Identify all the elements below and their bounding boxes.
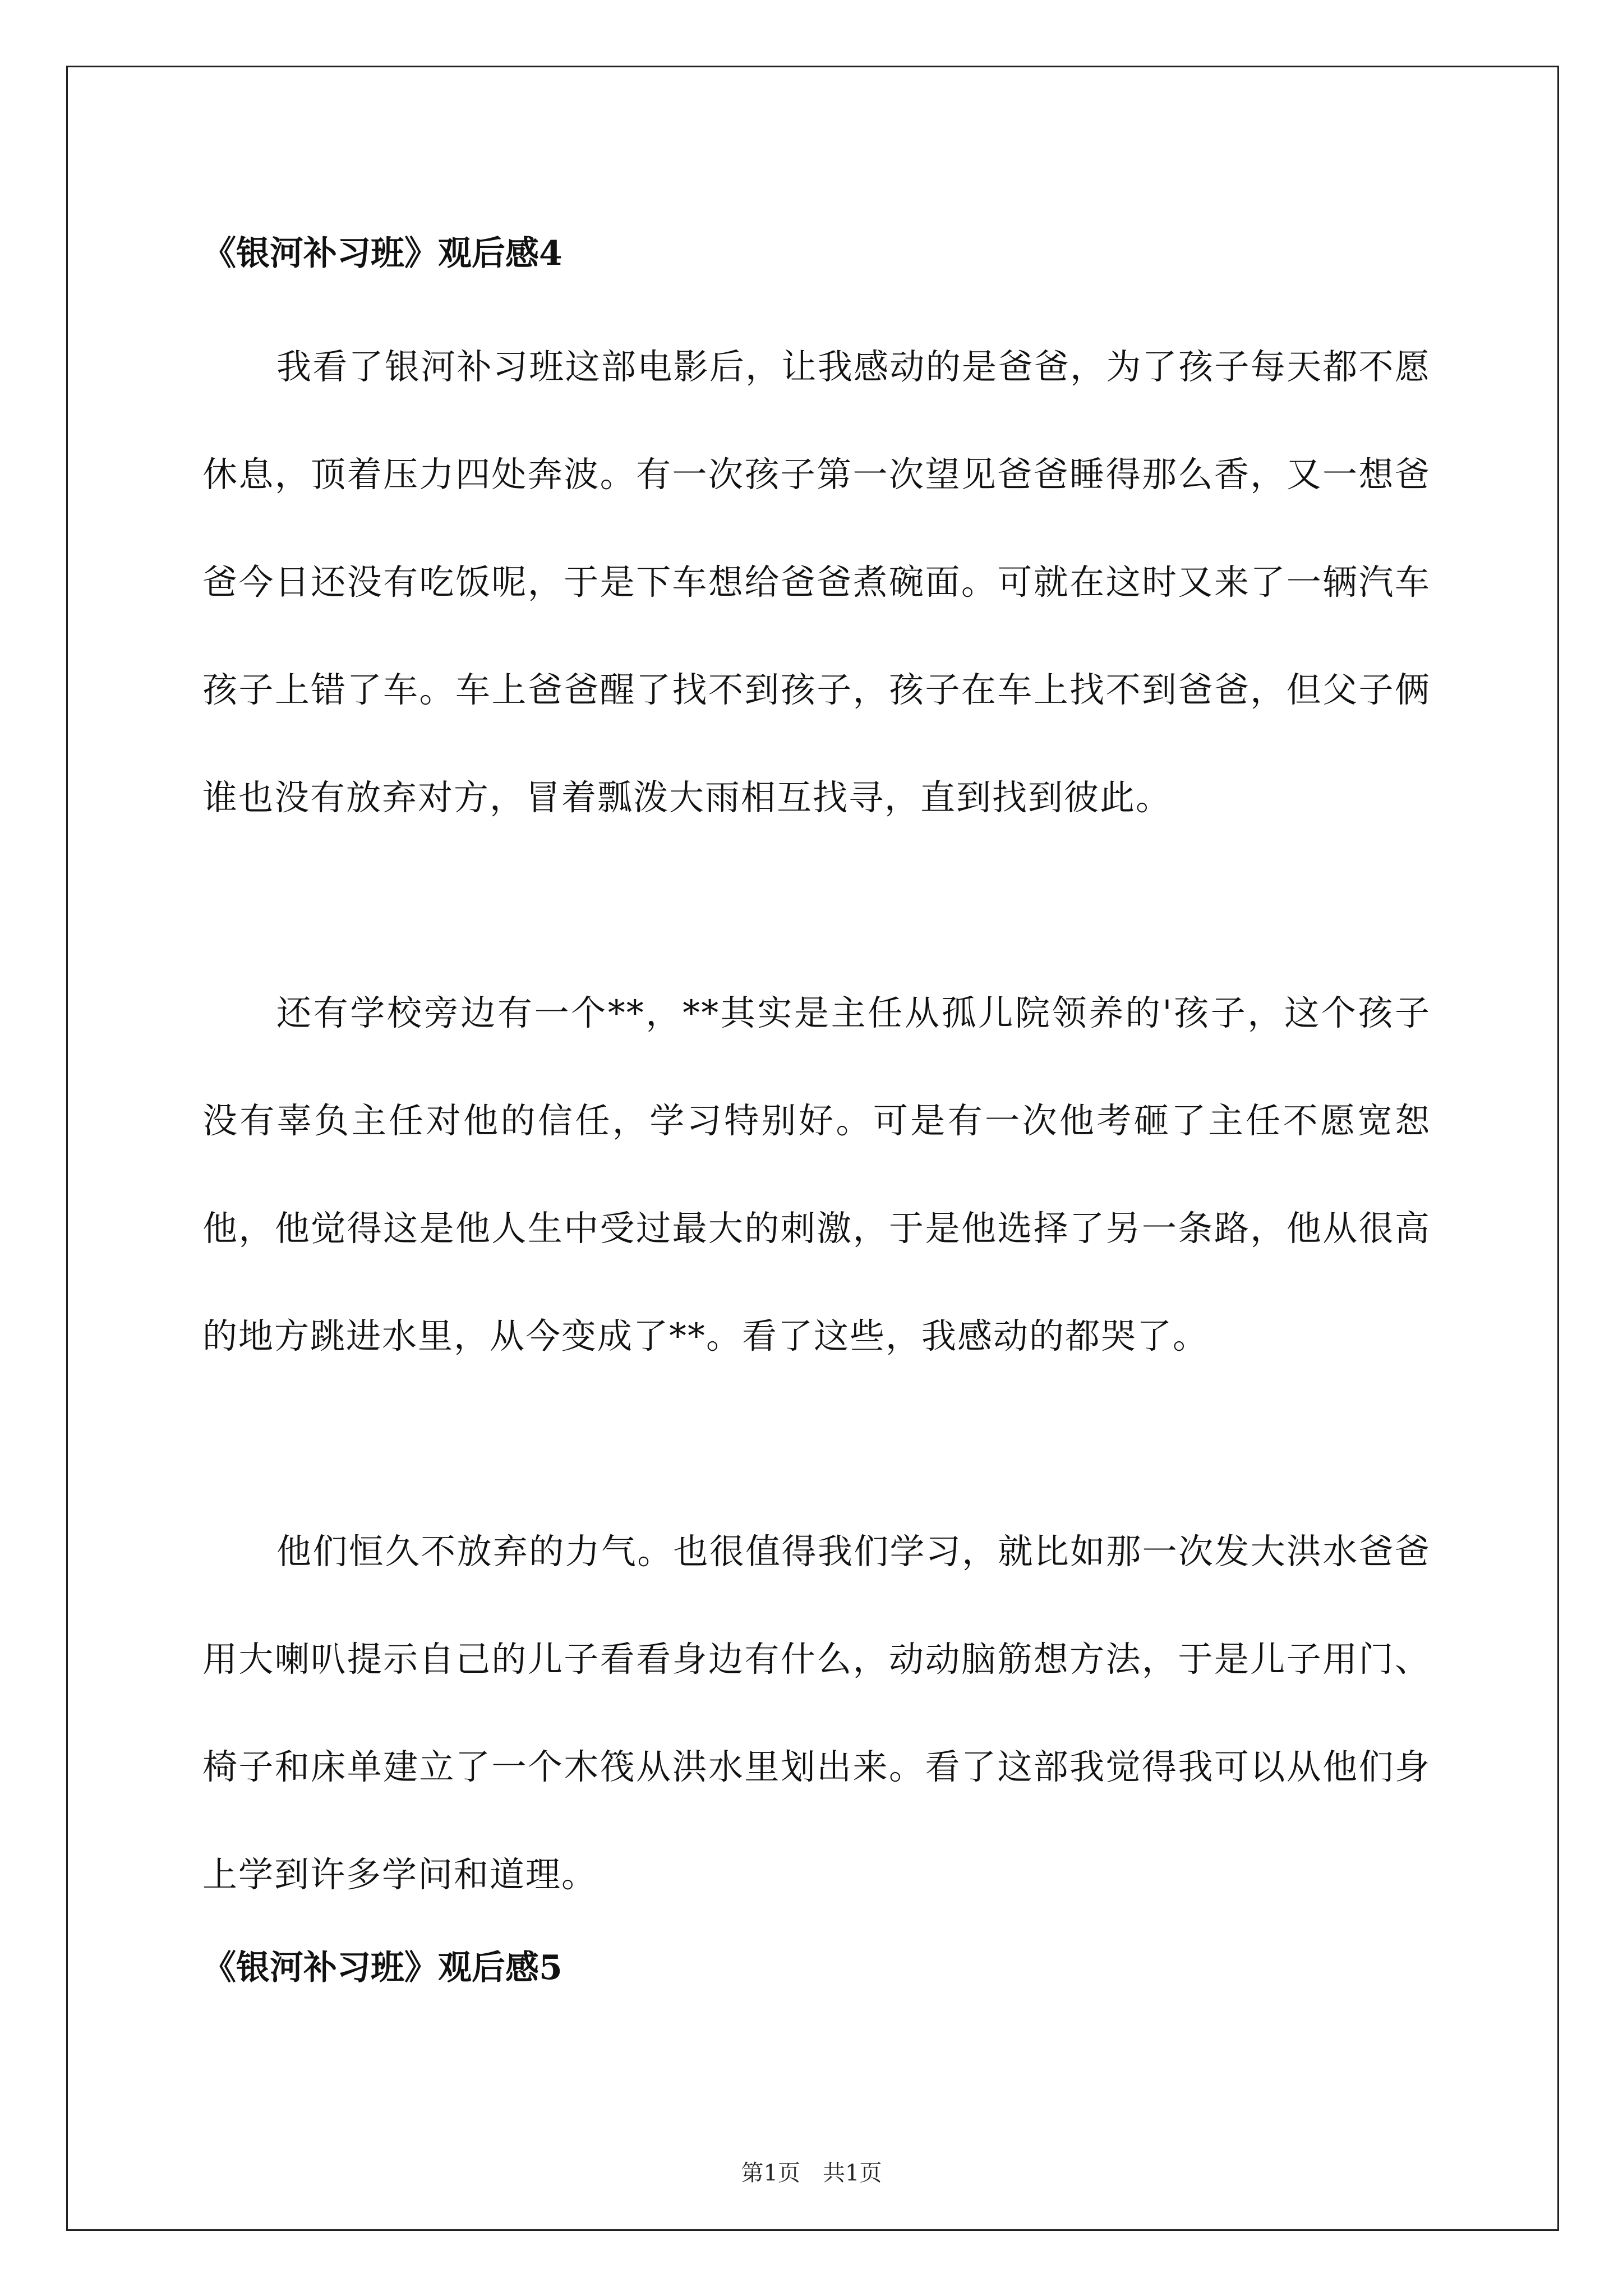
essay-title-4: 《银河补习班》观后感4 <box>202 234 562 273</box>
essay-title-5: 《银河补习班》观后感5 <box>202 1948 562 1987</box>
paragraph-1: 我看了银河补习班这部电影后，让我感动的是爸爸，为了孩子每天都不愿休息，顶着压力四处奔波。有一次孩子第一次望见爸爸睡得那么香，又一想爸爸今日还没有吃饭呢，于是下车想给爸爸煮碗面。可就在这时又来了一辆汽车孩子上错了车。车上爸爸醒了找不到孩子，孩子在车上找不到爸爸，但父子俩谁也没有放弃对方，冒着瓢泼大雨相互找寻，直到找到彼此。 <box>202 346 1431 818</box>
page-footer: 第1页 共1页 <box>741 2160 882 2186</box>
paragraph-2: 还有学校旁边有一个**，**其实是主任从孤儿院领养的'孩子，这个孩子没有辜负主任对他的信任，学习特别好。可是有一次他考砸了主任不愿宽恕他，他觉得这是他人生中受过最大的刺激，于是他选择了另一条路，他从很高的地方跳进水里，从今变成了**。看了这些，我感动的都哭了。 <box>202 992 1431 1356</box>
paragraph-3: 他们恒久不放弃的力气。也很值得我们学习，就比如那一次发大洪水爸爸用大喇叭提示自己的儿子看看身边有什么，动动脑筋想方法，于是儿子用门、椅子和床单建立了一个木筏从洪水里划出来。看了这部我觉得我可以从他们身上学到许多学问和道理。 <box>202 1531 1431 1895</box>
